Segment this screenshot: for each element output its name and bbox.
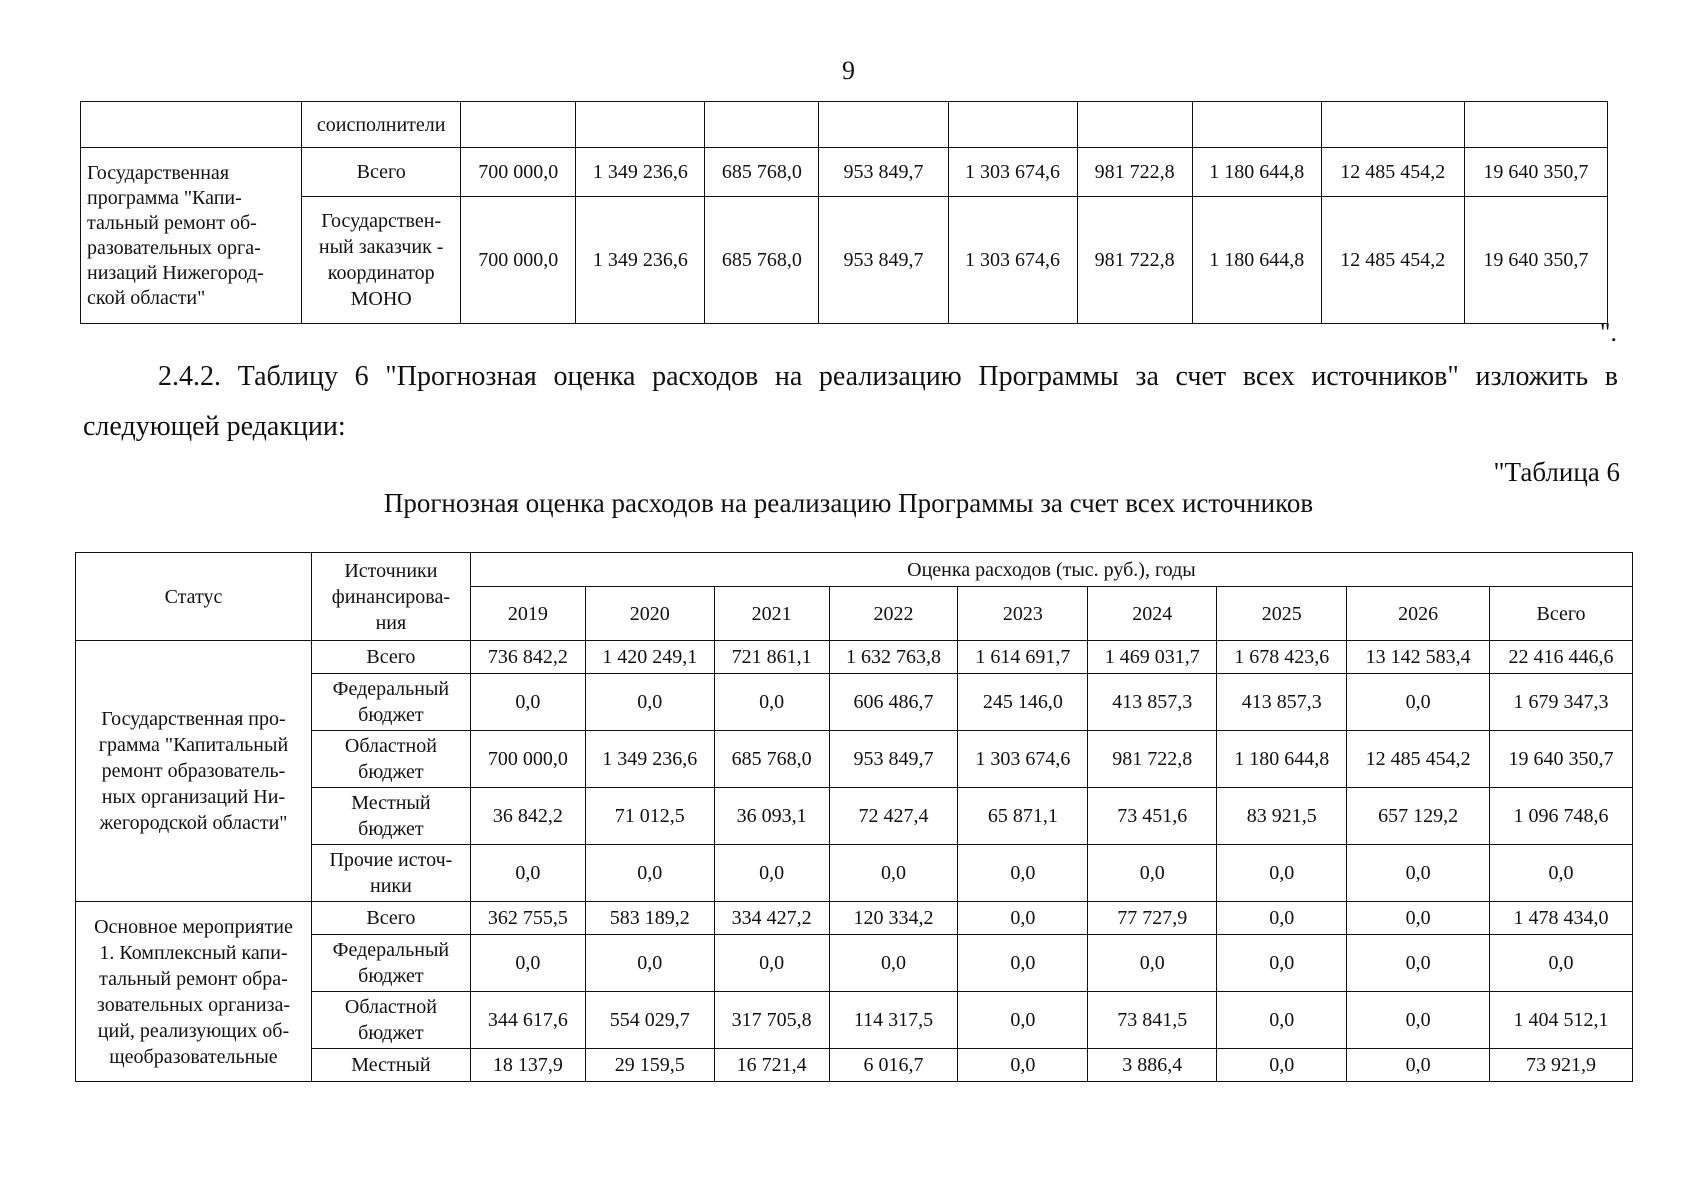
source-line: Всего [366,907,416,929]
source-cell [311,935,470,992]
value-cell: 0,0 [958,935,1088,992]
value-cell: 0,0 [585,935,714,992]
value-cell: 0,0 [958,992,1088,1049]
source-line: Местный [351,792,431,814]
amendment-closing-quote: ". [1599,318,1617,347]
value-cell: 19 640 350,7 [1464,148,1607,197]
total-cell: 19 640 350,7 [1490,731,1633,788]
source-line: ники [369,875,412,897]
value-cell: 36 842,2 [470,788,585,845]
value-cell: 1 678 423,6 [1217,641,1347,674]
value-cell: 0,0 [958,845,1088,902]
value-cell: 583 189,2 [585,902,714,935]
status-line: ций, реализующих об- [97,1019,290,1042]
total-header: Всего [1490,587,1633,641]
source-line: Федеральный [332,939,450,961]
value-cell: 317 705,8 [714,992,829,1049]
value-cell: 0,0 [1347,674,1490,731]
value-cell [461,102,576,148]
total-cell: 1 096 748,6 [1490,788,1633,845]
source-line: бюджет [358,704,424,726]
value-cell: 981 722,8 [1077,148,1192,197]
status-line: Государственная про- [101,708,286,730]
year-header: 2025 [1217,587,1347,641]
value-cell: 114 317,5 [829,992,958,1049]
program-funding-table-continued [80,101,1608,324]
value-cell: 83 921,5 [1217,788,1347,845]
value-cell: 0,0 [1347,845,1490,902]
source-cell: Всего [302,148,461,197]
value-cell: 685 768,0 [705,148,819,197]
status-line: Государственная [87,161,230,184]
source-line: Всего [366,646,416,668]
year-header: 2026 [1347,587,1490,641]
amendment-paragraph: 2.4.2. Таблицу 6 "Прогнозная оценка расходов на реализацию Программы за счет всех источников" изложить в следующей редакции: [83,361,1618,442]
total-cell: 1 404 512,1 [1490,992,1633,1049]
source-cell [302,197,461,324]
value-cell: 0,0 [1347,902,1490,935]
value-cell: 0,0 [714,674,829,731]
source-line: бюджет [358,1022,424,1044]
value-cell: 0,0 [470,674,585,731]
source-cell [311,992,470,1049]
status-line: ремонт образователь- [101,760,286,782]
value-cell [1077,102,1192,148]
source-cell [311,902,470,935]
value-cell: 0,0 [585,845,714,902]
value-cell: 73 841,5 [1088,992,1217,1049]
source-cell [311,674,470,731]
status-line: щеобразовательные [109,1045,278,1068]
value-cell: 18 137,9 [470,1049,585,1082]
value-cell: 981 722,8 [1077,197,1192,324]
value-cell [705,102,819,148]
value-cell [1464,102,1607,148]
status-line: программа "Капи- [87,186,242,209]
value-cell: 606 486,7 [829,674,958,731]
value-cell: 1 180 644,8 [1217,731,1347,788]
value-cell: 77 727,9 [1088,902,1217,935]
source-line: Областной [344,735,437,757]
value-cell: 362 755,5 [470,902,585,935]
value-cell: 1 614 691,7 [958,641,1088,674]
header-line: Источники [344,559,438,582]
source-cell [311,845,470,902]
table-row [81,197,1608,324]
value-cell: 953 849,7 [829,731,958,788]
value-cell: 0,0 [1217,845,1347,902]
value-cell: 1 303 674,6 [948,148,1077,197]
source-cell [311,788,470,845]
source-line: координатор [327,262,435,284]
value-cell: 953 849,7 [819,197,948,324]
total-cell: 73 921,9 [1490,1049,1633,1082]
value-cell [1321,102,1464,148]
value-cell: 0,0 [470,845,585,902]
year-header: 2020 [585,587,714,641]
page-number: 9 [842,56,855,85]
status-line: тальный ремонт обра- [99,967,288,990]
value-cell: 413 857,3 [1088,674,1217,731]
value-cell: 71 012,5 [585,788,714,845]
header-line: ния [375,611,407,634]
value-cell: 0,0 [470,935,585,992]
value-cell: 29 159,5 [585,1049,714,1082]
value-cell: 0,0 [585,674,714,731]
status-cell [81,148,302,324]
source-line: ный заказчик - [318,236,444,258]
header-line: финансирова- [331,585,451,608]
table-row [81,148,1608,197]
value-cell: 13 142 583,4 [1347,641,1490,674]
table-title: Прогнозная оценка расходов на реализацию Программы за счет всех источников [383,488,1314,518]
value-cell: 0,0 [958,1049,1088,1082]
value-cell: 736 842,2 [470,641,585,674]
value-cell: 73 451,6 [1088,788,1217,845]
value-cell: 36 093,1 [714,788,829,845]
status-line: жегородской области" [99,812,288,834]
status-header: Статус [76,553,312,641]
year-header: 2023 [958,587,1088,641]
total-cell: 0,0 [1490,935,1633,992]
source-line: Федеральный [332,678,450,700]
table-body [76,641,1633,1082]
status-line: грамма "Капитальный [98,734,289,756]
source-line: бюджет [358,761,424,783]
value-cell: 1 349 236,6 [576,148,705,197]
value-cell: 245 146,0 [958,674,1088,731]
source-cell [311,1049,470,1082]
value-cell: 0,0 [1347,1049,1490,1082]
value-cell [948,102,1077,148]
status-line: Основное мероприятие [94,915,293,938]
value-cell: 0,0 [1347,992,1490,1049]
total-cell: 1 679 347,3 [1490,674,1633,731]
value-cell: 554 029,7 [585,992,714,1049]
value-cell: 19 640 350,7 [1464,197,1607,324]
value-cell: 65 871,1 [958,788,1088,845]
value-cell [819,102,948,148]
sources-header [311,553,470,641]
value-cell: 700 000,0 [461,148,576,197]
source-line: Прочие источ- [329,849,453,871]
value-cell: 0,0 [714,935,829,992]
value-cell: 0,0 [829,935,958,992]
source-line: МОНО [350,288,412,310]
status-line: низаций Нижегород- [87,261,264,284]
value-cell: 120 334,2 [829,902,958,935]
status-line: зовательных организа- [96,993,291,1016]
value-cell: 413 857,3 [1217,674,1347,731]
source-cell [311,641,470,674]
value-cell: 700 000,0 [461,197,576,324]
source-line: Местный [351,1054,431,1076]
value-cell: 1 349 236,6 [585,731,714,788]
source-cell: соисполнители [302,102,461,148]
source-line: бюджет [358,965,424,987]
value-cell: 12 485 454,2 [1321,148,1464,197]
year-header: 2019 [470,587,585,641]
value-cell: 1 469 031,7 [1088,641,1217,674]
value-cell: 0,0 [1217,1049,1347,1082]
value-cell: 981 722,8 [1088,731,1217,788]
value-cell: 0,0 [958,902,1088,935]
status-cell [76,902,312,1082]
status-line: тальный ремонт об- [87,211,257,234]
value-cell [576,102,705,148]
year-header: 2022 [829,587,958,641]
value-cell: 344 617,6 [470,992,585,1049]
value-cell: 1 632 763,8 [829,641,958,674]
status-line: ской области" [87,286,206,309]
value-cell: 0,0 [1217,992,1347,1049]
total-cell: 22 416 446,6 [1490,641,1633,674]
total-cell: 1 478 434,0 [1490,902,1633,935]
expense-forecast-table [75,552,1633,1082]
value-cell: 1 303 674,6 [948,197,1077,324]
value-cell: 12 485 454,2 [1321,197,1464,324]
header-row [76,553,1633,587]
status-line: разовательных орга- [87,236,261,259]
value-cell: 657 129,2 [1347,788,1490,845]
value-cell: 685 768,0 [714,731,829,788]
source-line: Государствен- [321,210,442,232]
value-cell: 0,0 [1347,935,1490,992]
value-cell: 1 349 236,6 [576,197,705,324]
source-line: Областной [344,996,437,1018]
value-cell: 721 861,1 [714,641,829,674]
value-cell: 0,0 [1217,902,1347,935]
value-cell [1192,102,1321,148]
table-row [76,641,1633,674]
status-cell [76,641,312,902]
value-cell: 1 420 249,1 [585,641,714,674]
value-cell: 0,0 [829,845,958,902]
total-cell: 0,0 [1490,845,1633,902]
year-header: 2021 [714,587,829,641]
source-line: бюджет [358,818,424,840]
value-cell: 1 180 644,8 [1192,148,1321,197]
value-cell: 0,0 [714,845,829,902]
value-cell: 685 768,0 [705,197,819,324]
value-cell: 700 000,0 [470,731,585,788]
source-cell [311,731,470,788]
table-row [81,102,1608,148]
value-cell: 72 427,4 [829,788,958,845]
table-row [76,902,1633,935]
value-cell: 16 721,4 [714,1049,829,1082]
status-line: ных организаций Ни- [101,786,286,808]
value-cell: 6 016,7 [829,1049,958,1082]
value-cell: 0,0 [1217,935,1347,992]
value-cell: 953 849,7 [819,148,948,197]
status-line: 1. Комплексный капи- [99,941,288,964]
status-cell [81,102,302,148]
estimate-header: Оценка расходов (тыс. руб.), годы [470,553,1632,587]
year-header: 2024 [1088,587,1217,641]
value-cell: 1 303 674,6 [958,731,1088,788]
value-cell: 12 485 454,2 [1347,731,1490,788]
value-cell: 0,0 [1088,845,1217,902]
value-cell: 0,0 [1088,935,1217,992]
value-cell: 334 427,2 [714,902,829,935]
value-cell: 1 180 644,8 [1192,197,1321,324]
table-label: "Таблица 6 [1493,457,1620,487]
value-cell: 3 886,4 [1088,1049,1217,1082]
